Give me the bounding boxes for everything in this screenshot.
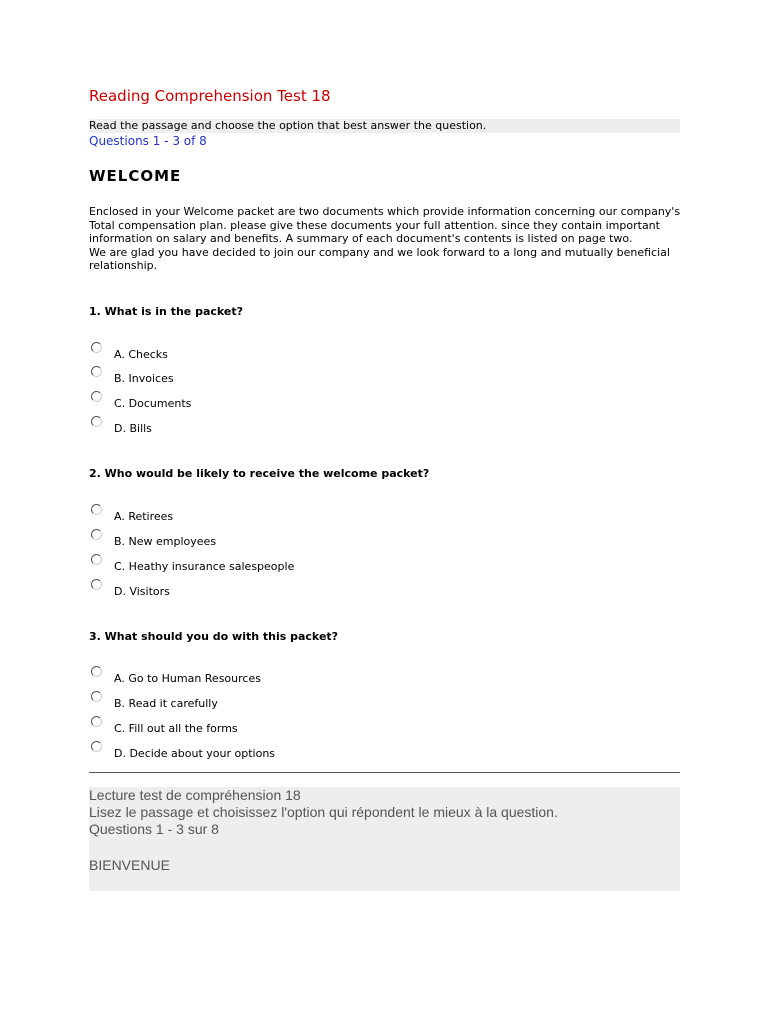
q2-option-b[interactable] (89, 529, 489, 549)
radio-button[interactable] (91, 342, 102, 353)
radio-button[interactable] (91, 554, 102, 565)
q1-option-d[interactable] (89, 416, 489, 436)
french-title: Lecture test de compréhension 18 (89, 787, 301, 803)
q2-option-c[interactable] (89, 554, 489, 574)
option-label: D. Visitors (114, 585, 170, 598)
q3-option-c[interactable] (89, 716, 489, 736)
french-instructions: Lisez le passage et choisissez l'option qui répondent le mieux à la question. (89, 804, 558, 820)
option-label: B. Invoices (114, 372, 174, 385)
option-label: C. Fill out all the forms (114, 722, 238, 735)
q2-option-d[interactable] (89, 579, 489, 599)
french-welcome: BIENVENUE (89, 857, 170, 873)
q1-option-b[interactable] (89, 366, 489, 386)
radio-button[interactable] (91, 716, 102, 727)
option-label: D. Bills (114, 422, 152, 435)
page-title: Reading Comprehension Test 18 (89, 87, 331, 105)
option-label: C. Documents (114, 397, 192, 410)
q2-option-a[interactable] (89, 504, 489, 524)
radio-button[interactable] (91, 666, 102, 677)
instructions-bar: Read the passage and choose the option that best answer the question. (89, 119, 680, 133)
radio-button[interactable] (91, 691, 102, 702)
french-questions-count: Questions 1 - 3 sur 8 (89, 821, 219, 837)
passage-paragraph-1: Enclosed in your Welcome packet are two documents which provide information concerning our company's Total compensation plan. please give these documents your full attention. since they contain important information on salary and benefits. A summary of each document's contents is listed on page two. (89, 205, 681, 245)
question-1: 1. What is in the packet? (89, 305, 244, 318)
radio-button[interactable] (91, 366, 102, 377)
radio-button[interactable] (91, 504, 102, 515)
radio-button[interactable] (91, 579, 102, 590)
option-label: D. Decide about your options (114, 747, 276, 760)
q1-option-c[interactable] (89, 391, 489, 411)
option-label: C. Heathy insurance salespeople (114, 560, 295, 573)
option-label: A. Go to Human Resources (114, 672, 261, 685)
radio-button[interactable] (91, 741, 102, 752)
option-label: B. Read it carefully (114, 697, 218, 710)
french-translation-box (89, 787, 680, 891)
question-3: 3. What should you do with this packet? (89, 630, 339, 643)
questions-count-link[interactable]: Questions 1 - 3 of 8 (89, 134, 207, 148)
question-2: 2. Who would be likely to receive the welcome packet? (89, 467, 430, 480)
option-label: B. New employees (114, 535, 217, 548)
q3-option-a[interactable] (89, 666, 489, 686)
passage-heading: WELCOME (89, 167, 182, 185)
q3-option-d[interactable] (89, 741, 489, 761)
radio-button[interactable] (91, 416, 102, 427)
radio-button[interactable] (91, 391, 102, 402)
radio-button[interactable] (91, 529, 102, 540)
section-divider (89, 772, 680, 773)
passage-paragraph-2: We are glad you have decided to join our company and we look forward to a long and mutually beneficial relationship. (89, 245, 670, 272)
option-label: A. Checks (114, 348, 168, 361)
q3-option-b[interactable] (89, 691, 489, 711)
passage-text (89, 205, 689, 273)
q1-option-a[interactable] (89, 342, 489, 362)
option-label: A. Retirees (114, 510, 174, 523)
